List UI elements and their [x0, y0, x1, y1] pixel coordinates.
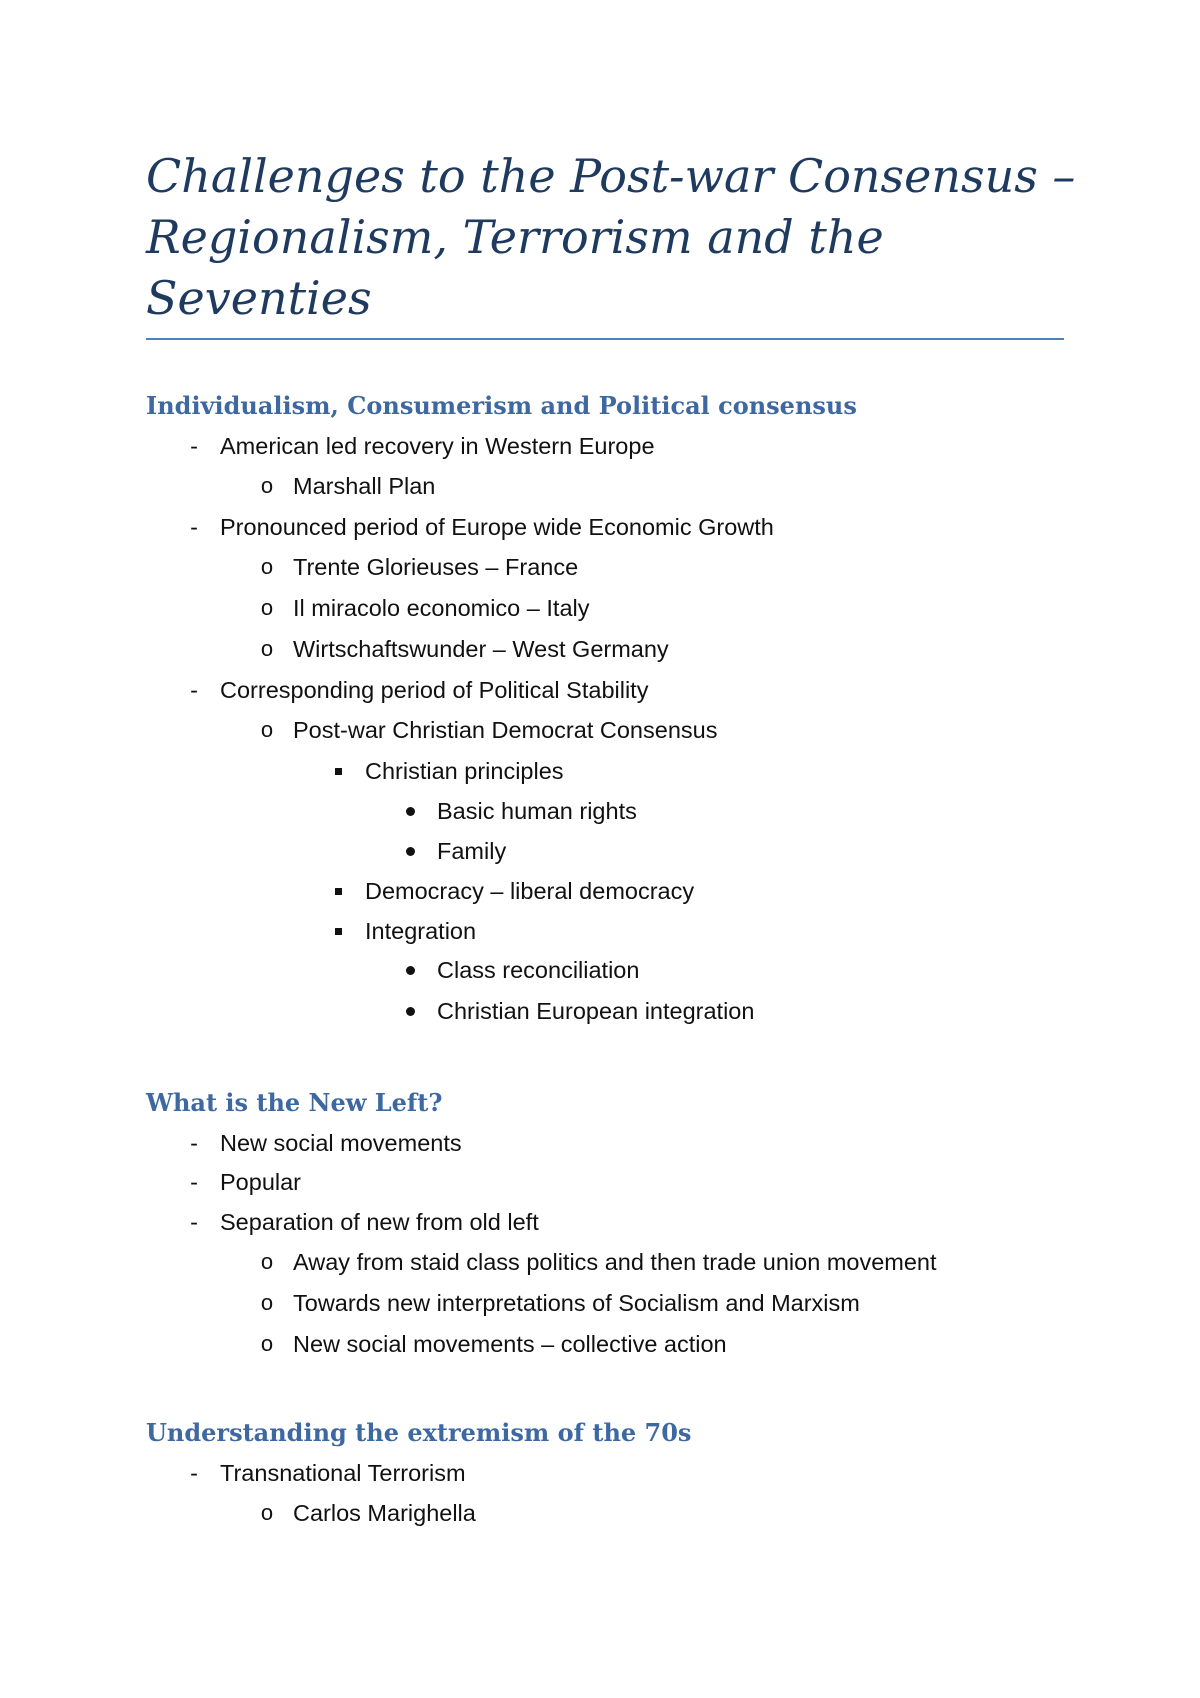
circle-bullet: o [260, 595, 274, 620]
section-heading: Individualism, Consumerism and Political consensus [146, 391, 857, 420]
dash-bullet: - [190, 1460, 198, 1486]
dash-bullet: - [190, 1209, 198, 1235]
dash-bullet: - [190, 433, 198, 459]
document-page: Challenges to the Post-war Consensus – Regionalism, Terrorism and the Seventies Individualism, Consumerism and Political consensus - American led recovery in Western Europe o Marshall Plan - Pronounced period of Europe wide Economic Growth o Trente Glorieuses – France o Il miracolo economico – Italy o Wirtschaftswunder – West Germany - Corresponding period of Political Stability o Post-war Christian Democrat Consensus Christian principles Basic human rights Family Democracy – liberal democracy Integration Class reconciliation Christian European integration What is the New Left? - New social movements - Popular - Separation of new from old left o Away from staid class politics and then trade union movement o Towards new interpretations of Socialism and Marxism o New social movements – collective action Understanding the extremism of the 70s - Transnational Terrorism o Carlos Marighella [0, 0, 1200, 1698]
circle-bullet: o [260, 473, 274, 498]
section-heading: What is the New Left? [146, 1088, 443, 1117]
circle-bullet: o [260, 1331, 274, 1356]
dash-bullet: - [190, 1169, 198, 1195]
circle-bullet: o [260, 1249, 274, 1274]
circle-bullet: o [260, 717, 274, 742]
dash-bullet: - [190, 677, 198, 703]
section-heading: Understanding the extremism of the 70s [146, 1418, 692, 1447]
circle-bullet: o [260, 1500, 274, 1525]
title-line: Challenges to the Post-war Consensus – [146, 149, 1076, 203]
dash-bullet: - [190, 1130, 198, 1156]
title-line: Regionalism, Terrorism and the [146, 210, 884, 264]
title-line: Seventies [146, 271, 372, 325]
circle-bullet: o [260, 554, 274, 579]
title-underline [146, 338, 1064, 340]
circle-bullet: o [260, 636, 274, 661]
dash-bullet: - [190, 514, 198, 540]
circle-bullet: o [260, 1290, 274, 1315]
document-title [146, 146, 1076, 329]
